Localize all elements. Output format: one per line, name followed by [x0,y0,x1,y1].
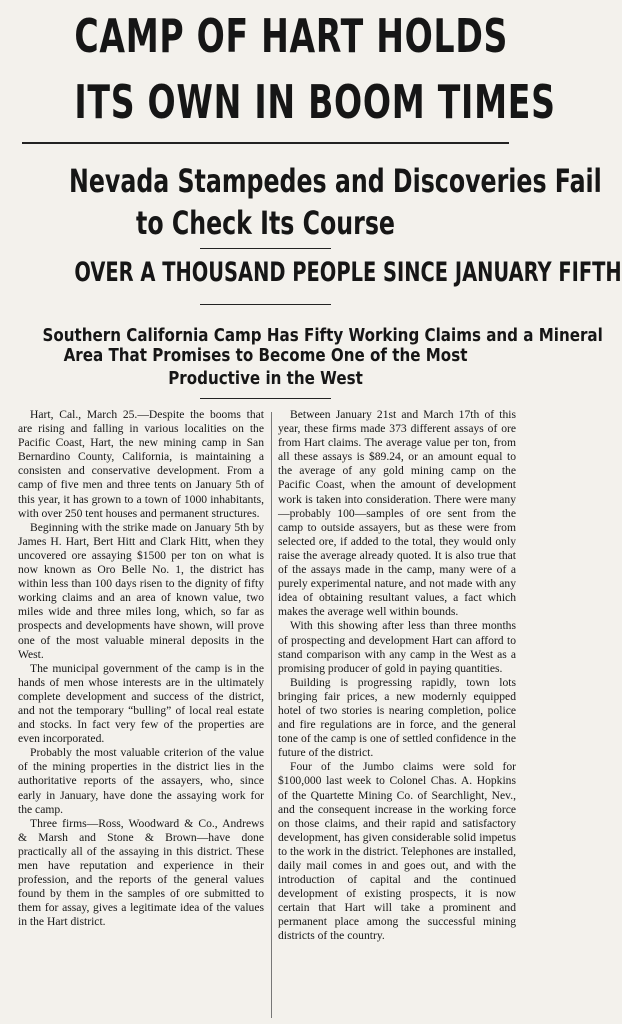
paragraph: Probably the most valuable criterion of the value of the mining properties in the district lies in the authoritative reports of the assayers, who, since early in January, have done the assaying work for the camp. [18,746,264,816]
paragraph: Hart, Cal., March 25.—Despite the booms that are rising and falling in various localities on the Pacific Coast, Hart, the new mining camp in San Bernardino County, California, is maintaining a consisten and conservative development. From a camp of five men and three tents on January 5th of this year, it has grown to a town of 1000 inhabitants, with over 250 tent houses and permanent structures. [18,408,264,520]
paragraph: Beginning with the strike made on January 5th by James H. Hart, Bert Hitt and Clark Hitt, when they uncovered ore assaying $1500 per ton on what is now known as Oro Belle No. 1, the district has within less than 100 days risen to the dignity of fifty working claims and an area of known value, two miles wide and three miles long, which, so far as prospects and developments have shown, will prove one of the most valuable mineral deposits in the West. [18,520,264,661]
deck-1-line-2: to Check Its Course [136,204,395,242]
headline-line-2: ITS OWN IN BOOM TIMES [74,75,556,129]
paragraph: Between January 21st and March 17th of this year, these firms made 373 different assays of ore from Hart claims. The average value per ton, from all these assays is $89.24, or an amount equal to the average of any gold mining camp on the Pacific Coast, when the amount of development work is taken into consideration. There were many—probably 100—samples of ore sent from the camp to outside assayers, but as these were from selected ore, if added to the total, they would only raise the average already quoted. It is also true that of the assays made in the camp, many were of a purely experimental nature, and not made with any idea of obtaining resultant values, a fact which makes the average well within bounds. [278,408,516,619]
article-column-1 [18,408,264,1020]
column-divider [271,412,272,1018]
headline-rule [22,142,509,144]
paragraph: Four of the Jumbo claims were sold for $100,000 last week to Colonel Chas. A. Hopkins of the Quartette Mining Co. of Searchlight, Nev., and the consequent increase in the working force on those claims, and their rapid and satisfactory development, has given considerable solid impetus to the work in the district. Telephones are installed, daily mail comes in and goes out, and with the introduction of capital and the continued development of existing prospects, it is now certain that Hart will take a prominent and permanent place among the successful mining districts of the country. [278,760,516,943]
deck-2: OVER A THOUSAND PEOPLE SINCE JANUARY FIFTH [74,257,622,288]
paragraph: Three firms—Ross, Woodward & Co., Andrews & Marsh and Stone & Brown—have done practically all of the assaying in this district. These men have reputation and experience in their profession, and the reports of the general values found by them in the samples of ore submitted to them for assay, gives a legitimate idea of the values in the Hart district. [18,816,264,929]
deck-3-line-2: Area That Promises to Become One of the Most [63,345,468,366]
article-column-2 [278,408,516,1020]
deck-3-line-1: Southern California Camp Has Fifty Working Claims and a Mineral [42,325,603,346]
deck-3-line-3: Productive in the West [168,368,363,389]
deck-rule-1 [200,248,331,249]
deck-rule-3 [200,398,331,399]
paragraph: Building is progressing rapidly, town lots bringing fair prices, a new modernly equipped hotel of two stories is nearing completion, police and fire regulations are in force, and the general tone of the camp is one of settled confidence in the future of the district. [278,675,516,760]
headline-line-1: CAMP OF HART HOLDS [74,9,509,63]
deck-rule-2 [200,304,331,305]
deck-1-line-1: Nevada Stampedes and Discoveries Fail [69,162,602,200]
paragraph: The municipal government of the camp is in the hands of men whose interests are in the ultimately complete development and success of the district, and not the temporary “bulling” of local real estate and stocks. In fact very few of the properties are even incorporated. [18,661,264,746]
paragraph: With this showing after less than three months of prospecting and development Hart can afford to stand comparison with any camp in the West as a promising producer of gold in paying quantities. [278,619,516,675]
